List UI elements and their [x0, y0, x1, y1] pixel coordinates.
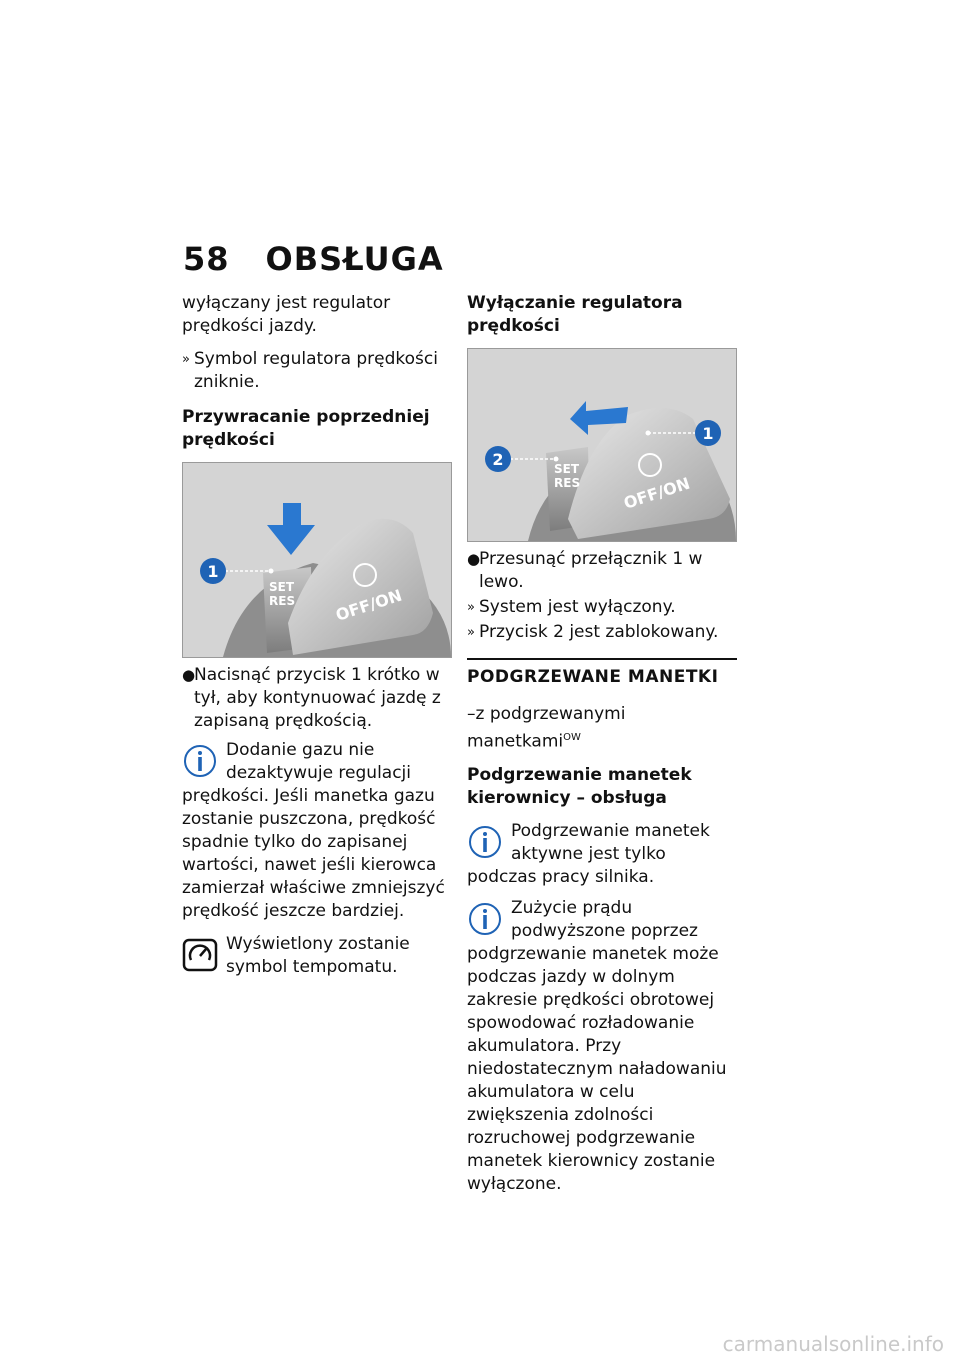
instruction-item: [467, 548, 737, 594]
res-label: RES: [269, 594, 296, 608]
set-label: SET: [554, 462, 580, 476]
subheading: Wyłączanie regulatora prędkości: [467, 293, 683, 336]
info-icon: [467, 899, 503, 939]
result-item: [467, 621, 737, 644]
figure-set-res-button: [182, 462, 452, 658]
instruction-text: Nacisnąć przycisk 1 krótko w tył, aby kontynuować jazdę z zapisaną prędkością.: [194, 665, 441, 731]
page-header: [183, 240, 444, 278]
arrow-mark: »: [467, 625, 475, 640]
instruction-text: Przesunąć przełącznik 1 w lewo.: [479, 549, 703, 592]
figure-off-on-switch: [467, 348, 737, 542]
note-text: Dodanie gazu nie dezaktywuje regulacji prędkości. Jeśli manetka gazu zostanie puszczona, prędkość spadnie tylko do zapisanej wartości, nawet jeśli kierowca zamierzał właściwe zmniejszyć prędkość jeszcze bardziej.: [182, 740, 445, 921]
info-icon: [182, 741, 218, 781]
subheading: Podgrzewanie manetek kierownicy – obsługa: [467, 764, 692, 808]
arrow-mark: »: [467, 600, 475, 615]
instruction-item: [182, 664, 452, 733]
subheading: Przywracanie poprzedniej prędkości: [182, 407, 430, 450]
info-icon: [467, 822, 503, 862]
set-label: SET: [269, 580, 295, 594]
callout-2: 2: [492, 450, 504, 469]
info-note: [467, 897, 737, 1196]
note-text: Wyświetlony zostanie symbol tempomatu.: [226, 934, 410, 977]
page-number: 58: [183, 240, 230, 278]
section-title: PODGRZEWANE MANETKI: [467, 667, 719, 687]
cruise-note: [182, 933, 452, 979]
result-text: System jest wyłączony.: [479, 597, 676, 617]
equipment-text: –z podgrzewanymi manetkami: [467, 704, 626, 752]
page-title: OBSŁUGA: [265, 240, 444, 278]
left-column: [182, 292, 452, 987]
info-note: [467, 820, 737, 889]
note-text: Podgrzewanie manetek aktywne jest tylko podczas pracy silnika.: [467, 820, 710, 887]
watermark: carmanualsonline.info: [722, 1332, 944, 1356]
info-note: [182, 739, 452, 923]
paragraph: wyłączany jest regulator prędkości jazdy.: [182, 293, 391, 336]
equipment-note: [467, 703, 737, 754]
res-label: RES: [554, 476, 581, 490]
result-text: Symbol regulatora prędkości zniknie.: [194, 349, 438, 392]
bullet-mark: ●: [467, 550, 481, 568]
callout-1: 1: [702, 424, 714, 443]
section-divider: [467, 658, 737, 660]
right-column: [467, 292, 737, 1204]
result-text: Przycisk 2 jest zablokowany.: [479, 622, 719, 642]
equipment-code: OW: [563, 732, 581, 743]
note-text: Zużycie prądu podwyższone poprzez podgrzewanie manetek może podczas jazdy w dolnym zakresie prędkości obrotowej spowodować rozładowanie akumulatora. Przy niedostatecznym naładowaniu akumulatora w celu zwiększenia zdolności rozruchowej podgrzewanie manetek kierownicy zostanie wyłączone.: [467, 897, 727, 1194]
result-item: [467, 596, 737, 619]
offon-label: OFF/ON: [333, 585, 405, 625]
offon-label: OFF/ON: [621, 473, 693, 513]
result-item: [182, 348, 452, 394]
cruise-control-icon: [182, 935, 218, 975]
callout-1: 1: [207, 562, 219, 581]
arrow-mark: »: [182, 352, 190, 367]
bullet-mark: ●: [182, 666, 196, 684]
